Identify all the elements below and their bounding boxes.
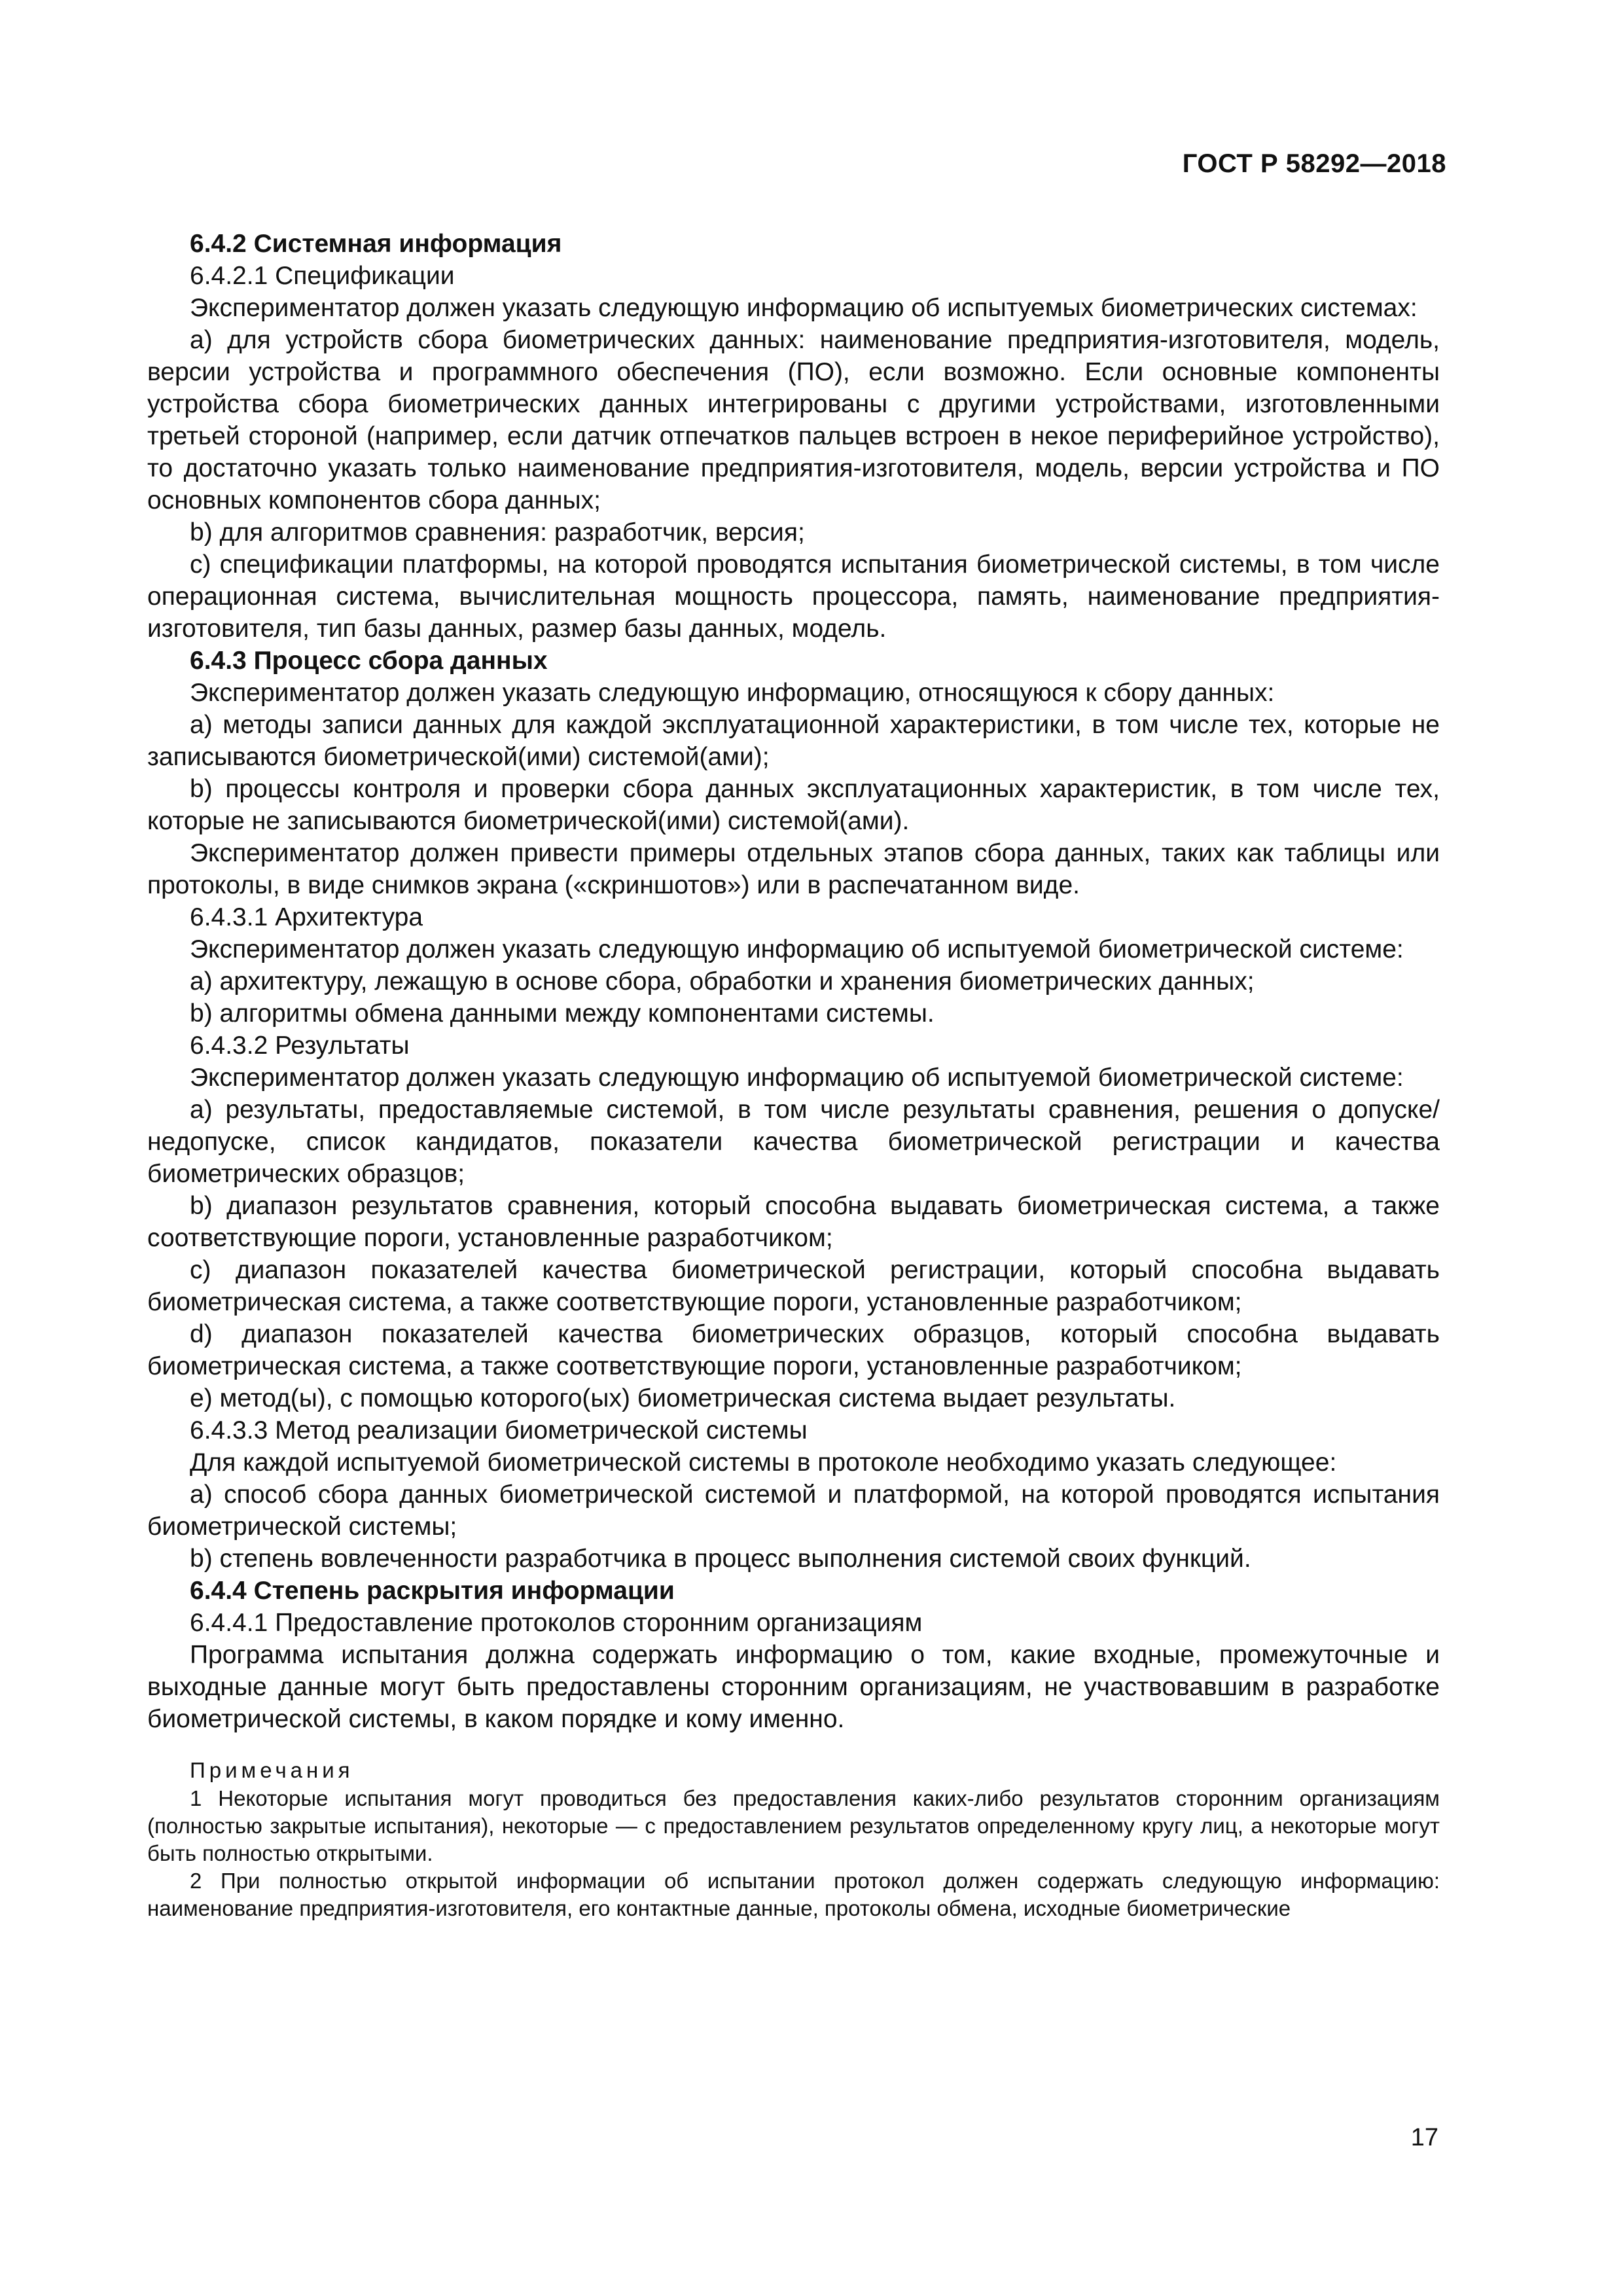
list-item: d) диапазон показателей качества биометрических образцов, который способна выдавать биометрическая система, а также соответствующие пороги, установленные разработчиком; xyxy=(147,1320,1440,1380)
section-heading: 6.4.3 Процесс сбора данных xyxy=(190,647,548,675)
body-paragraph: Экспериментатор должен указать следующую информацию об испытуемых биометрических системах: xyxy=(190,294,1418,322)
notes-title: Примечания xyxy=(190,1758,354,1782)
list-item: a) методы записи данных для каждой эксплуатационной характеристики, в том числе тех, которые не записываются биометрической(ими) системой(ами); xyxy=(147,711,1440,771)
body-paragraph: Экспериментатор должен указать следующую информацию об испытуемой биометрической системе: xyxy=(190,1064,1404,1092)
subsection-heading: 6.4.4.1 Предоставление протоколов сторонним организациям xyxy=(190,1609,923,1637)
body-paragraph: Экспериментатор должен указать следующую информацию об испытуемой биометрической системе: xyxy=(190,935,1404,963)
section-heading: 6.4.4 Степень раскрытия информации xyxy=(190,1577,675,1605)
list-item: b) диапазон результатов сравнения, который способна выдавать биометрическая система, а также соответствующие пороги, установленные разработчиком; xyxy=(147,1192,1440,1252)
body-paragraph: Для каждой испытуемой биометрической системы в протоколе необходимо указать следующее: xyxy=(190,1448,1337,1477)
list-item: b) для алгоритмов сравнения: разработчик, версия; xyxy=(190,518,805,547)
note-item: 1 Некоторые испытания могут проводиться без предоставления каких-либо результатов сторонним организациям (полностью закрытые испытания), некоторые — с предоставлением результатов определенному кругу лиц, а некоторые могут быть полностью открытыми. xyxy=(147,1786,1440,1865)
standard-header: ГОСТ Р 58292—2018 xyxy=(1182,149,1446,178)
subsection-heading: 6.4.2.1 Спецификации xyxy=(190,262,455,290)
list-item: a) способ сбора данных биометрической системой и платформой, на которой проводятся испытания биометрической системы; xyxy=(147,1480,1440,1541)
list-item: c) диапазон показателей качества биометрической регистрации, который способна выдавать биометрическая система, а также соответствующие пороги, установленные разработчиком; xyxy=(147,1256,1440,1316)
page-number: 17 xyxy=(1410,2124,1438,2151)
list-item: a) архитектуру, лежащую в основе сбора, обработки и хранения биометрических данных; xyxy=(190,967,1255,996)
body-paragraph: Программа испытания должна содержать информацию о том, какие входные, промежуточные и выходные данные могут быть предоставлены сторонним организациям, не участвовавшим в разработке биометрической системы, в каком порядке и кому именно. xyxy=(147,1641,1440,1733)
list-item: e) метод(ы), с помощью которого(ых) биометрическая система выдает результаты. xyxy=(190,1384,1176,1412)
subsection-heading: 6.4.3.2 Результаты xyxy=(190,1031,410,1060)
list-item: a) для устройств сбора биометрических данных: наименование предприятия-изготовителя, модель, версии устройства и программного обеспечения (ПО), если возможно. Если основные компоненты устройства сбора биометрических данных интегрированы с другими устройствами, изготовленными третьей стороной (например, если датчик отпечатков пальцев встроен в некое периферийное устройство), то достаточно указать только наименование предприятия-изготовителя, модель, версии устройства и ПО основных компонентов сбора данных; xyxy=(147,326,1440,514)
list-item: b) процессы контроля и проверки сбора данных эксплуатационных характеристик, в том числе тех, которые не записываются биометрической(ими) системой(ами). xyxy=(147,775,1440,835)
subsection-heading: 6.4.3.3 Метод реализации биометрической системы xyxy=(190,1416,808,1444)
document-body xyxy=(147,228,1440,1922)
subsection-heading: 6.4.3.1 Архитектура xyxy=(190,903,423,931)
list-item: a) результаты, предоставляемые системой, в том числе результаты сравнения, решения о допуске/недопуске, список кандидатов, показатели качества биометрической регистрации и качества биометрических образцов; xyxy=(147,1096,1440,1188)
section-heading: 6.4.2 Системная информация xyxy=(190,230,562,258)
note-item: 2 При полностью открытой информации об испытании протокол должен содержать следующую информацию: наименование предприятия-изготовителя, его контактные данные, протоколы обмена, исходные биометрические xyxy=(147,1869,1440,1920)
list-item: c) спецификации платформы, на которой проводятся испытания биометрической системы, в том числе операционная система, вычислительная мощность процессора, память, наименование предприятия-изготовителя, тип базы данных, размер базы данных, модель. xyxy=(147,550,1440,643)
body-paragraph: Экспериментатор должен указать следующую информацию, относящуюся к сбору данных: xyxy=(190,679,1275,707)
list-item: b) степень вовлеченности разработчика в процесс выполнения системой своих функций. xyxy=(190,1545,1251,1573)
notes-block xyxy=(147,1756,1440,1922)
body-paragraph: Экспериментатор должен привести примеры отдельных этапов сбора данных, таких как таблицы или протоколы, в виде снимков экрана («скриншотов») или в распечатанном виде. xyxy=(147,839,1440,899)
list-item: b) алгоритмы обмена данными между компонентами системы. xyxy=(190,999,935,1028)
